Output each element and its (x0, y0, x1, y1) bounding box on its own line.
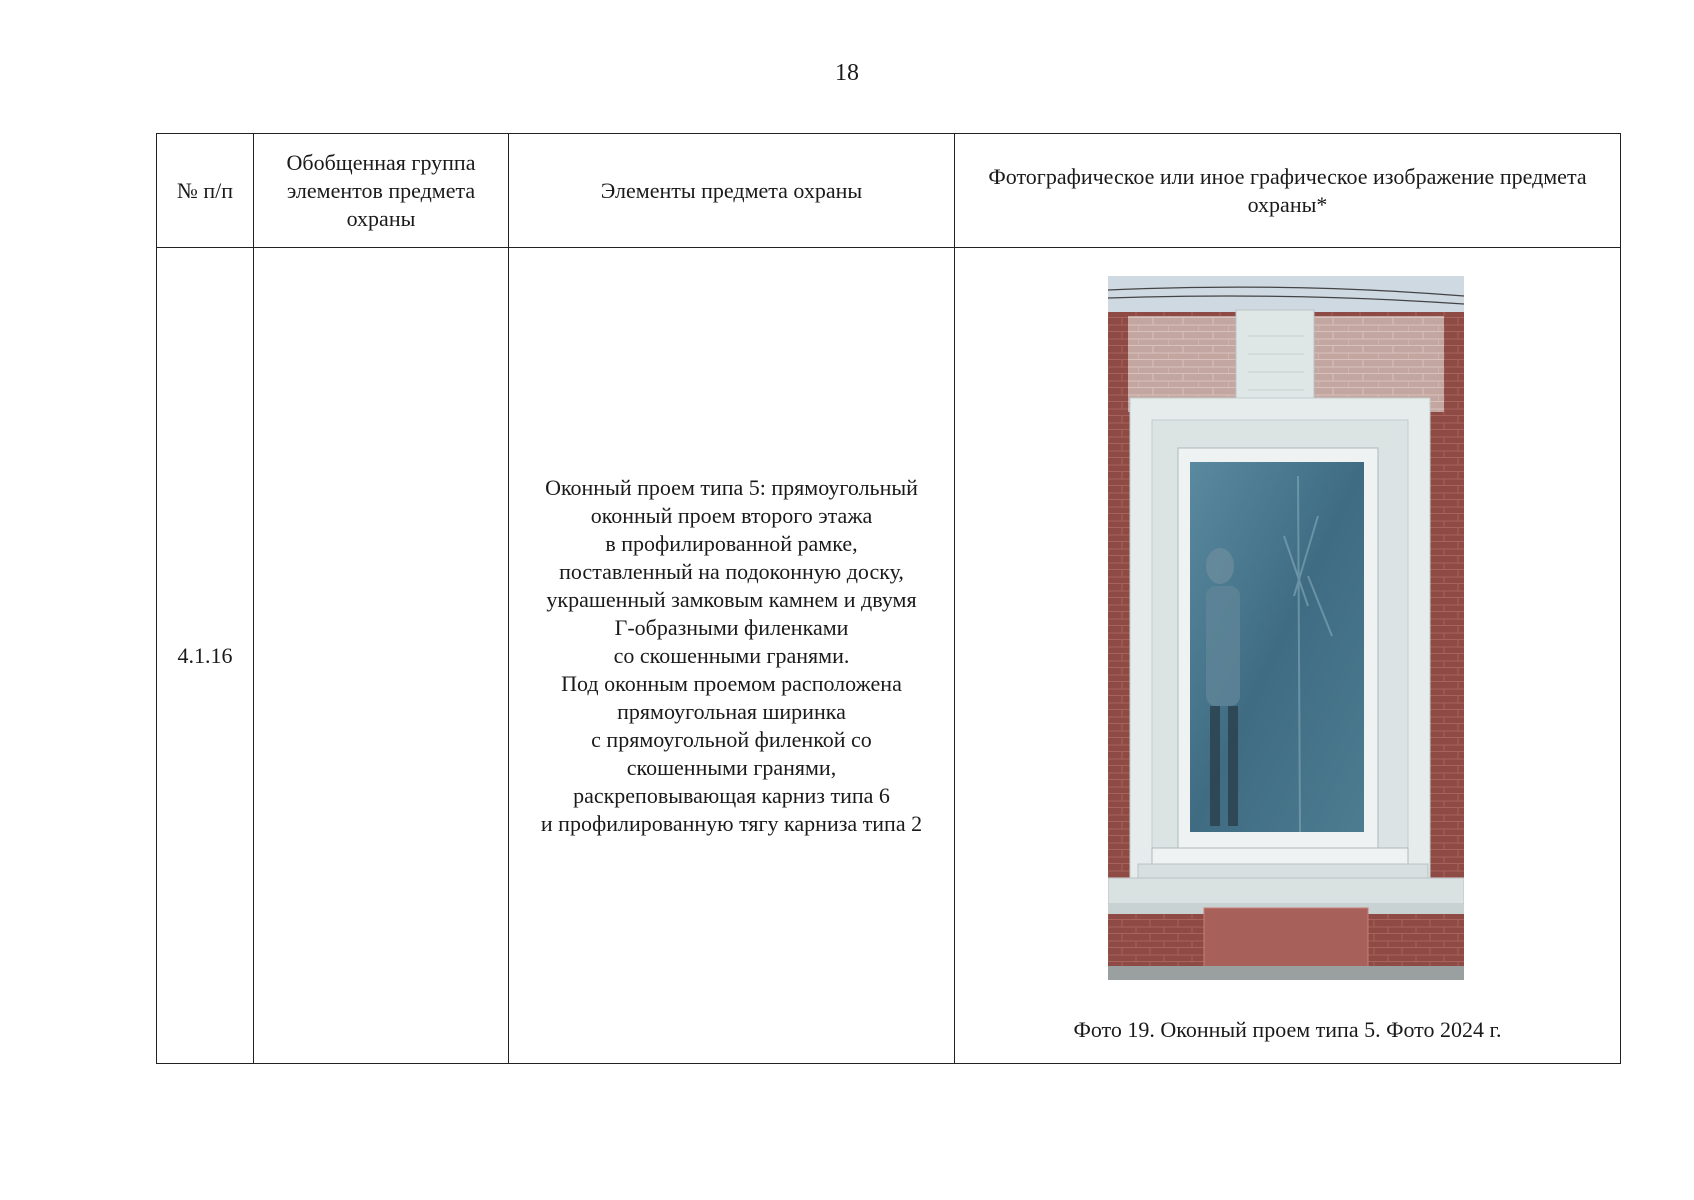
table-row (157, 248, 1621, 1064)
header-group: Обобщенная группа элементов предмета охраны (254, 134, 509, 248)
header-image: Фотографическое или иное графическое изображение предмета охраны* (955, 134, 1621, 248)
photo-caption: Фото 19. Оконный проем типа 5. Фото 2024 г. (1073, 1017, 1502, 1042)
window-photo (1108, 276, 1464, 980)
row-image-cell (955, 248, 1621, 1064)
header-num: № п/п (157, 134, 254, 248)
row-elements: Оконный проем типа 5: прямоугольный оконный проем второго этажа в профилированной рамке, поставленный на подоконную доску, украшенный замковым камнем и двумя Г-образными филенками со скошенными гранями. Под оконным проемом расположена прямоугольная ширинка с прямоугольной филенкой со скошенными гранями, раскреповывающая карниз типа 6 и профилированную тягу карниза типа 2 (509, 248, 955, 1064)
row-num: 4.1.16 (157, 248, 254, 1064)
row-group (254, 248, 509, 1064)
protection-table (156, 133, 1621, 1064)
window-photo-illustration (1108, 276, 1464, 980)
page-number: 18 (835, 60, 859, 86)
header-elements: Элементы предмета охраны (509, 134, 955, 248)
table-header-row (157, 134, 1621, 248)
